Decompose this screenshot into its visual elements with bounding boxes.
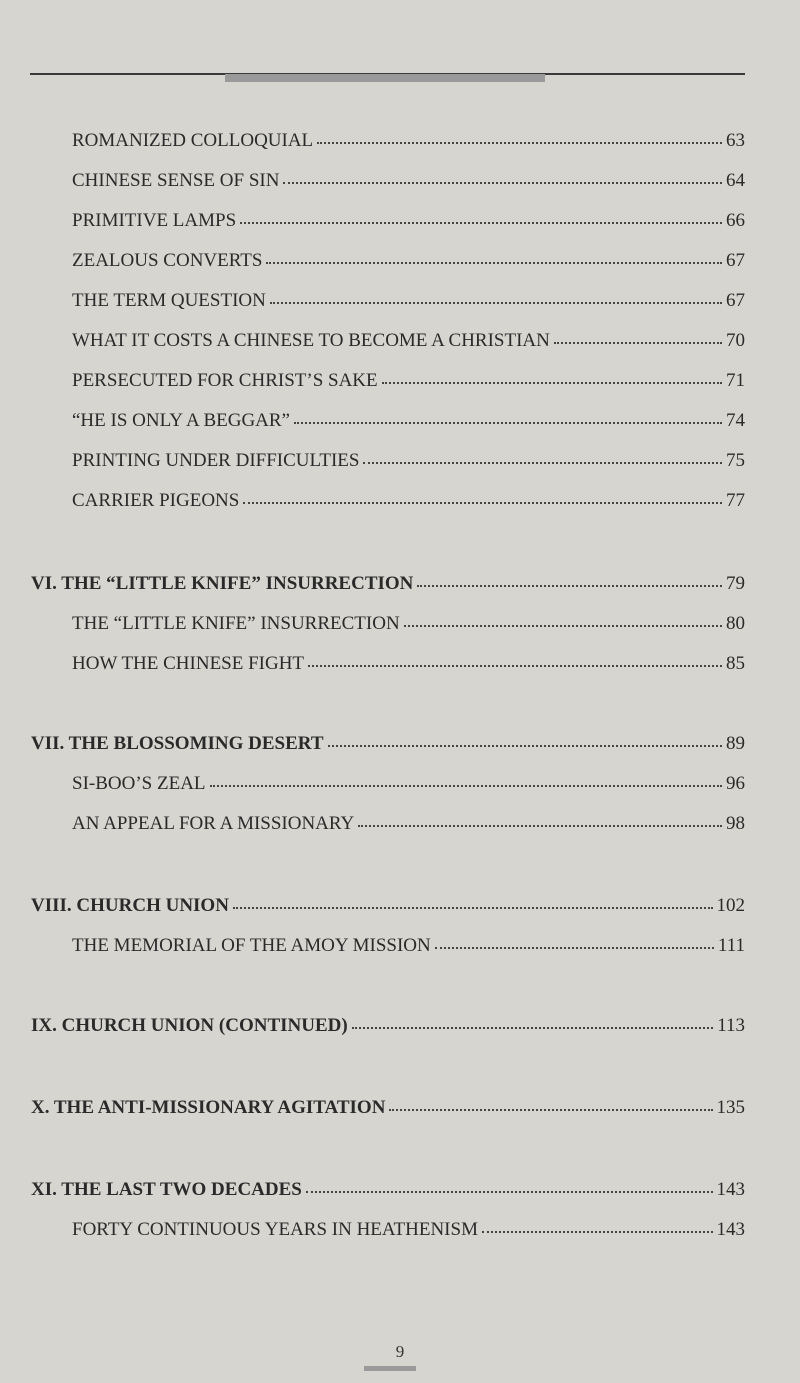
dot-leader bbox=[554, 328, 722, 344]
page-number-underline bbox=[364, 1366, 416, 1371]
dot-leader bbox=[417, 571, 722, 587]
toc-entry bbox=[72, 1219, 745, 1249]
toc-chapter-title: IX. CHURCH UNION (CONTINUED) bbox=[31, 1015, 348, 1036]
dot-leader bbox=[270, 288, 722, 304]
toc-entry-title: CHINESE SENSE OF SIN bbox=[72, 170, 280, 191]
toc-entry-title: “HE IS ONLY A BEGGAR” bbox=[72, 410, 290, 431]
toc-entry bbox=[72, 370, 745, 400]
toc-chapter-page: 79 bbox=[726, 573, 745, 594]
toc-chapter-page: 89 bbox=[726, 733, 745, 754]
toc-entry-page: 67 bbox=[726, 290, 745, 311]
toc-entry-page: 70 bbox=[726, 330, 745, 351]
toc-entry bbox=[72, 290, 745, 320]
toc-chapter bbox=[31, 1015, 745, 1045]
toc-chapter bbox=[31, 1179, 745, 1209]
dot-leader bbox=[435, 933, 714, 949]
toc-chapter-page: 113 bbox=[717, 1015, 745, 1036]
toc-entry-title: CARRIER PIGEONS bbox=[72, 490, 240, 511]
toc-entry-title: ZEALOUS CONVERTS bbox=[72, 250, 263, 271]
header-rule-accent bbox=[225, 74, 545, 82]
toc-entry bbox=[72, 250, 745, 280]
toc-chapter bbox=[31, 895, 745, 925]
dot-leader bbox=[328, 731, 722, 747]
toc-chapter-title: VI. THE “LITTLE KNIFE” INSURRECTION bbox=[31, 573, 414, 594]
toc-entry bbox=[72, 653, 745, 683]
toc-entry bbox=[72, 170, 745, 200]
toc-entry-page: 85 bbox=[726, 653, 745, 674]
dot-leader bbox=[389, 1095, 712, 1111]
dot-leader bbox=[306, 1177, 713, 1193]
toc-entry-page: 80 bbox=[726, 613, 745, 634]
dot-leader bbox=[266, 248, 722, 264]
page-number: 9 bbox=[395, 1342, 405, 1361]
toc-chapter bbox=[31, 733, 745, 763]
toc-entry-title: WHAT IT COSTS A CHINESE TO BECOME A CHRISTIAN bbox=[72, 330, 550, 351]
toc-entry-page: 143 bbox=[716, 1219, 745, 1240]
dot-leader bbox=[482, 1217, 713, 1233]
toc-entry-title: PERSECUTED FOR CHRIST’S SAKE bbox=[72, 370, 378, 391]
dot-leader bbox=[404, 611, 722, 627]
toc-entry bbox=[72, 490, 745, 520]
toc-entry-page: 71 bbox=[726, 370, 745, 391]
toc-entry-page: 111 bbox=[717, 935, 745, 956]
dot-leader bbox=[352, 1013, 714, 1029]
toc-chapter-page: 135 bbox=[716, 1097, 745, 1118]
toc-entry-page: 63 bbox=[726, 130, 745, 151]
toc-entry bbox=[72, 330, 745, 360]
dot-leader bbox=[363, 448, 722, 464]
toc-entry-title: PRIMITIVE LAMPS bbox=[72, 210, 237, 231]
toc-chapter-title: X. THE ANTI-MISSIONARY AGITATION bbox=[31, 1097, 386, 1118]
dot-leader bbox=[233, 893, 713, 909]
dot-leader bbox=[358, 811, 722, 827]
toc-entry-page: 98 bbox=[726, 813, 745, 834]
toc-entry-title: HOW THE CHINESE FIGHT bbox=[72, 653, 305, 674]
toc-entry-page: 66 bbox=[726, 210, 745, 231]
dot-leader bbox=[317, 128, 722, 144]
dot-leader bbox=[240, 208, 722, 224]
toc-entry-title: THE MEMORIAL OF THE AMOY MISSION bbox=[72, 935, 431, 956]
toc-chapter bbox=[31, 1097, 745, 1127]
toc-entry-page: 67 bbox=[726, 250, 745, 271]
toc-entry bbox=[72, 130, 745, 160]
toc-entry bbox=[72, 410, 745, 440]
toc-entry bbox=[72, 450, 745, 480]
toc-chapter-page: 102 bbox=[716, 895, 745, 916]
toc-chapter-title: XI. THE LAST TWO DECADES bbox=[31, 1179, 302, 1200]
dot-leader bbox=[308, 651, 722, 667]
toc-entry-title: ROMANIZED COLLOQUIAL bbox=[72, 130, 314, 151]
toc-entry bbox=[72, 613, 745, 643]
toc-chapter-title: VII. THE BLOSSOMING DESERT bbox=[31, 733, 324, 754]
dot-leader bbox=[210, 771, 722, 787]
toc-entry-title: PRINTING UNDER DIFFICULTIES bbox=[72, 450, 360, 471]
toc-entry bbox=[72, 210, 745, 240]
dot-leader bbox=[283, 168, 722, 184]
toc-entry bbox=[72, 813, 745, 843]
toc-entry-page: 64 bbox=[726, 170, 745, 191]
toc-entry-title: AN APPEAL FOR A MISSIONARY bbox=[72, 813, 355, 834]
toc-entry-title: FORTY CONTINUOUS YEARS IN HEATHENISM bbox=[72, 1219, 478, 1240]
dot-leader bbox=[382, 368, 722, 384]
toc-entry-page: 77 bbox=[726, 490, 745, 511]
toc-entry bbox=[72, 935, 745, 965]
toc-entry-page: 74 bbox=[726, 410, 745, 431]
toc-chapter bbox=[31, 573, 745, 603]
dot-leader bbox=[243, 488, 722, 504]
dot-leader bbox=[294, 408, 722, 424]
toc-chapter-page: 143 bbox=[716, 1179, 745, 1200]
toc-entry-page: 96 bbox=[726, 773, 745, 794]
toc-entry-title: THE TERM QUESTION bbox=[72, 290, 266, 311]
toc-entry-title: SI-BOO’S ZEAL bbox=[72, 773, 206, 794]
toc-entry-page: 75 bbox=[726, 450, 745, 471]
toc-entry bbox=[72, 773, 745, 803]
toc-chapter-title: VIII. CHURCH UNION bbox=[31, 895, 229, 916]
toc-entry-title: THE “LITTLE KNIFE” INSURRECTION bbox=[72, 613, 400, 634]
